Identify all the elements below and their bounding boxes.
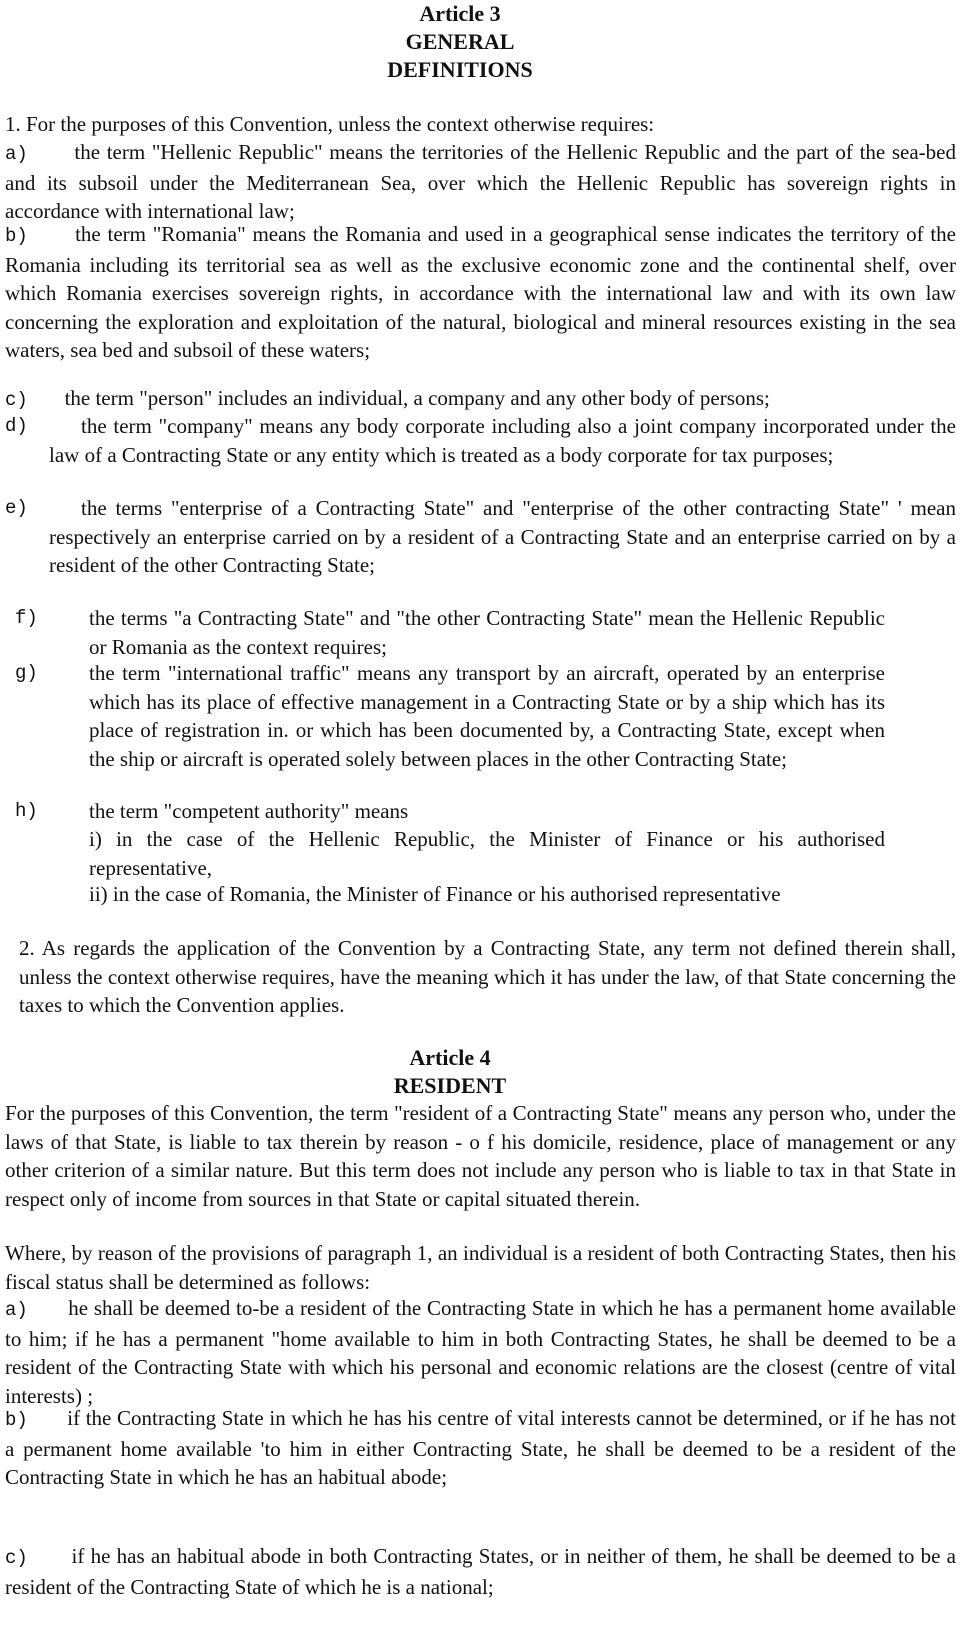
item-text-content: the terms "a Contracting State" and "the other Contracting State" mean the Hellenic Republic or Romania as the context requires; <box>89 606 885 659</box>
item-label: f) <box>15 607 38 629</box>
item-label: a) <box>5 143 28 165</box>
article4-heading <box>0 1044 900 1100</box>
item-text: if he has an habitual abode in both Contracting States, or in neither of them, he shall be deemed to be a resident of the Contracting State of which he is a national; <box>5 1544 957 1599</box>
article3-item-d <box>5 412 956 498</box>
item-text: the term "Hellenic Republic" means the territories of the Hellenic Republic and the part of the sea-bed and its subsoil under the Mediterranean Sea, over which the Hellenic Republic has sovereign rights in accordance with international law; <box>5 140 957 223</box>
article3-item-a <box>5 138 956 226</box>
item-text-content: the term "international traffic" means any transport by an aircraft, operated by an enterprise which has its place of effective management in a Contracting State or by a ship which has its place of registration in. or which has been documented by, a Contracting State, except when the ship or aircraft is operated solely between places in the other Contracting State; <box>89 661 885 771</box>
item-text <box>49 412 956 469</box>
item-h-sub-i: i) in the case of the Hellenic Republic, the Minister of Finance or his authorised representative, <box>89 827 885 880</box>
article3-number: Article 3 <box>419 1 501 26</box>
item-text: if the Contracting State in which he has his centre of vital interests cannot be determined, or if he has not a permanent home available 'to him in either Contracting State, he shall be deemed to be a resident of the Contracting State in which he has an habitual abode; <box>5 1406 956 1489</box>
article3-title-line2: DEFINITIONS <box>387 57 533 82</box>
item-label: g) <box>15 662 38 684</box>
article4-number: Article 4 <box>409 1045 491 1070</box>
item-label: b) <box>5 225 28 247</box>
article3-title-line1: GENERAL <box>405 29 515 54</box>
article3-item-h <box>15 797 915 937</box>
item-label: c) <box>5 389 28 411</box>
item-text <box>89 604 885 661</box>
item-text: the term "person" includes an individual, a company and any other body of persons; <box>64 386 770 410</box>
item-h-sub-ii: ii) in the case of Romania, the Minister of Finance or his authorised representative <box>89 882 781 906</box>
item-label: h) <box>15 800 38 822</box>
item-text-content: the terms "enterprise of a Contracting State" and "enterprise of the other contracting State" ' mean respectively an enterprise carried on by a resident of a Contracting State and an enterprise carried on by a resident of the other Contracting State; <box>49 496 956 577</box>
item-label: c) <box>5 1547 28 1569</box>
article4-item-c <box>5 1542 956 1601</box>
item-text-content: the term "company" means any body corporate including also a joint company incorporated under the law of a Contracting State or any entity which is treated as a body corporate for tax purposes; <box>49 414 956 467</box>
article3-heading <box>0 0 920 84</box>
item-label: b) <box>5 1409 28 1431</box>
article3-item-e <box>5 494 956 608</box>
item-text: the term "Romania" means the Romania and used in a geographical sense indicates the territory of the Romania including its territorial sea as well as the exclusive economic zone and the continental shelf, over which Romania exercises sovereign rights, in accordance with the international law and with its own law concerning the exploration and exploitation of the natural, biological and mineral resources existing in the sea waters, sea bed and subsoil of these waters; <box>5 222 957 362</box>
article3-intro: 1. For the purposes of this Convention, unless the context otherwise requires: <box>5 112 655 136</box>
article3-item-c <box>5 384 956 415</box>
article3-item-f <box>15 604 915 662</box>
article3-paragraph-2: 2. As regards the application of the Convention by a Contracting State, any term not defined therein shall, unless the context otherwise requires, have the meaning which it has under the law, of that State concerning the taxes to which the Convention applies. <box>19 936 956 1017</box>
article4-item-b <box>5 1404 956 1492</box>
item-text: the term "competent authority" means <box>89 799 409 823</box>
item-text <box>49 494 956 580</box>
item-label: a) <box>5 1299 28 1321</box>
item-label: d) <box>5 415 28 437</box>
article4-item-a <box>5 1294 956 1410</box>
article4-title: RESIDENT <box>393 1073 507 1098</box>
item-label: e) <box>5 497 28 519</box>
article4-paragraph-1: For the purposes of this Convention, the term "resident of a Contracting State" means any person who, under the laws of that State, is liable to tax therein by reason - o f his domicile, residence, place of management or any other criterion of a similar nature. But this term does not include any person who is liable to tax in that State in respect only of income from sources in that State or capital situated therein. <box>5 1101 956 1211</box>
article3-item-g <box>15 659 915 803</box>
article4-paragraph-2: Where, by reason of the provisions of paragraph 1, an individual is a resident of both Contracting States, then his fiscal status shall be determined as follows: <box>5 1241 956 1294</box>
article3-item-b <box>5 220 956 365</box>
item-text <box>89 659 885 773</box>
item-text: he shall be deemed to-be a resident of the Contracting State in which he has a permanent home available to him; if he has a permanent "home available to him in both Contracting States, he shall be deemed to be a resident of the Contracting State with which his personal and economic relations are the closest (centre of vital interests) ; <box>5 1296 957 1408</box>
